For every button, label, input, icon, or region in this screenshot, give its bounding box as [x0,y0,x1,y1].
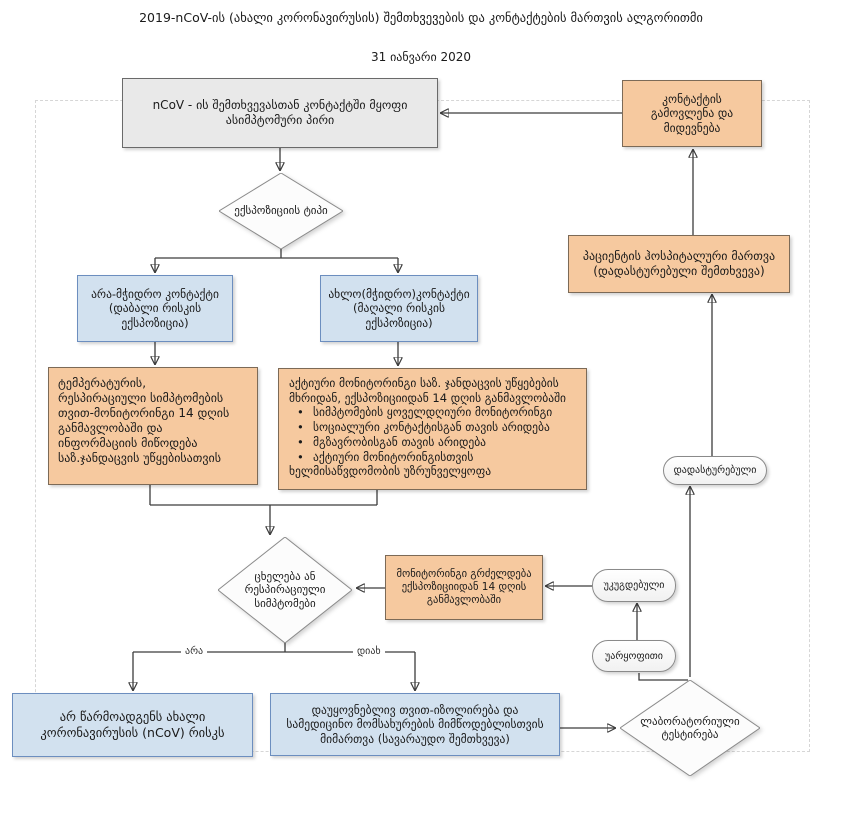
terminal-negative-label: უარყოფითი [605,650,663,662]
node-contact-tracing-label: კონტაქტის გამოვლენა და მიდევნება [650,91,734,135]
active-monitoring-bullet-4: • აქტიური მონიტორინგისთვის ხელმისაწვდომობის უზრუნველყოფა [289,450,578,479]
active-monitoring-bullet-2: • სოციალური კონტაქტისგან თავის არიდება [289,420,578,435]
node-close-contact [320,275,478,342]
node-active-monitoring [278,368,587,490]
node-self-monitoring-label: ტემპერატურის, რესპირაციული სიმპტომების თვით-მონიტორინგი 14 დღის განმავლობაში და ინფორმაციის მიწოდება საზ.ჯანდაცვის უწყებისათვის [58,376,230,465]
decision-exposure-type-label: ექსპოზიციის ტიპი [234,204,328,218]
node-self-isolation [270,693,560,756]
terminal-negative [592,640,676,672]
edge-label-no: არა [181,645,207,658]
decision-fever-symptoms-label: ცხელება ან რესპირაციული სიმპტომები [244,570,326,610]
node-hospital-management [568,235,790,293]
page-title: 2019-nCoV-ის (ახალი კორონავირუსის) შემთხვევების და კონტაქტების მართვის ალგორითმი [139,10,703,25]
active-monitoring-bullet-1: • სიმპტომების ყოველდღიური მონიტორინგი [289,405,578,420]
node-asymptomatic-contact [122,78,438,148]
node-non-close-contact-label: არა-მჭიდრო კონტაქტი (დაბალი რისკის ექსპოზიცია) [91,286,219,330]
decision-exposure-type [219,173,343,249]
node-monitoring-continues [385,555,543,620]
node-non-close-contact [77,275,233,342]
terminal-discarded [592,569,676,602]
node-hospital-management-label: პაციენტის ჰოსპიტალური მართვა (დადასტურებული შემთხვევა) [582,249,776,278]
node-no-risk [12,693,253,757]
page-date: 31 იანვარი 2020 [370,50,472,64]
decision-lab-testing-label: ლაბორატორიული ტესტირება [640,714,740,741]
terminal-confirmed-label: დადასტურებული [673,465,757,476]
node-close-contact-label: ახლო(მჭიდრო)კონტაქტი (მაღალი რისკის ექსპოზიცია) [328,286,470,330]
terminal-discarded-label: უკუგდებული [603,580,665,591]
node-self-isolation-label: დაუყოვნებლივ თვით-იზოლირება და სამედიცინო მომსახურების მიმწოდებლისთვის მიმართვა (სავარაუდო შემთხვევა) [286,702,544,746]
terminal-confirmed [663,456,767,485]
node-asymptomatic-contact-label: nCoV - ის შემთხვევასთან კონტაქტში მყოფი ასიმპტომური პირი [152,98,408,127]
node-self-monitoring [48,367,258,485]
node-no-risk-label: არ წარმოადგენს ახალი კორონავირუსის (nCoV) რისკს [40,709,225,740]
decision-fever-symptoms [218,537,352,643]
decision-lab-testing [620,680,760,776]
node-contact-tracing [622,80,762,147]
active-monitoring-bullet-3: • მგზავრობისგან თავის არიდება [289,435,578,450]
active-monitoring-intro: აქტიური მონიტორინგი საზ. ჯანდაცვის უწყებების მხრიდან, ექსპოზიციიდან 14 დღის განმავლობაში [289,376,567,405]
node-monitoring-continues-label: მონიტორინგი გრძელდება ექსპოზიციიდან 14 დღის განმავლობაში [396,567,532,607]
edge-label-yes: დიახ [353,645,385,658]
